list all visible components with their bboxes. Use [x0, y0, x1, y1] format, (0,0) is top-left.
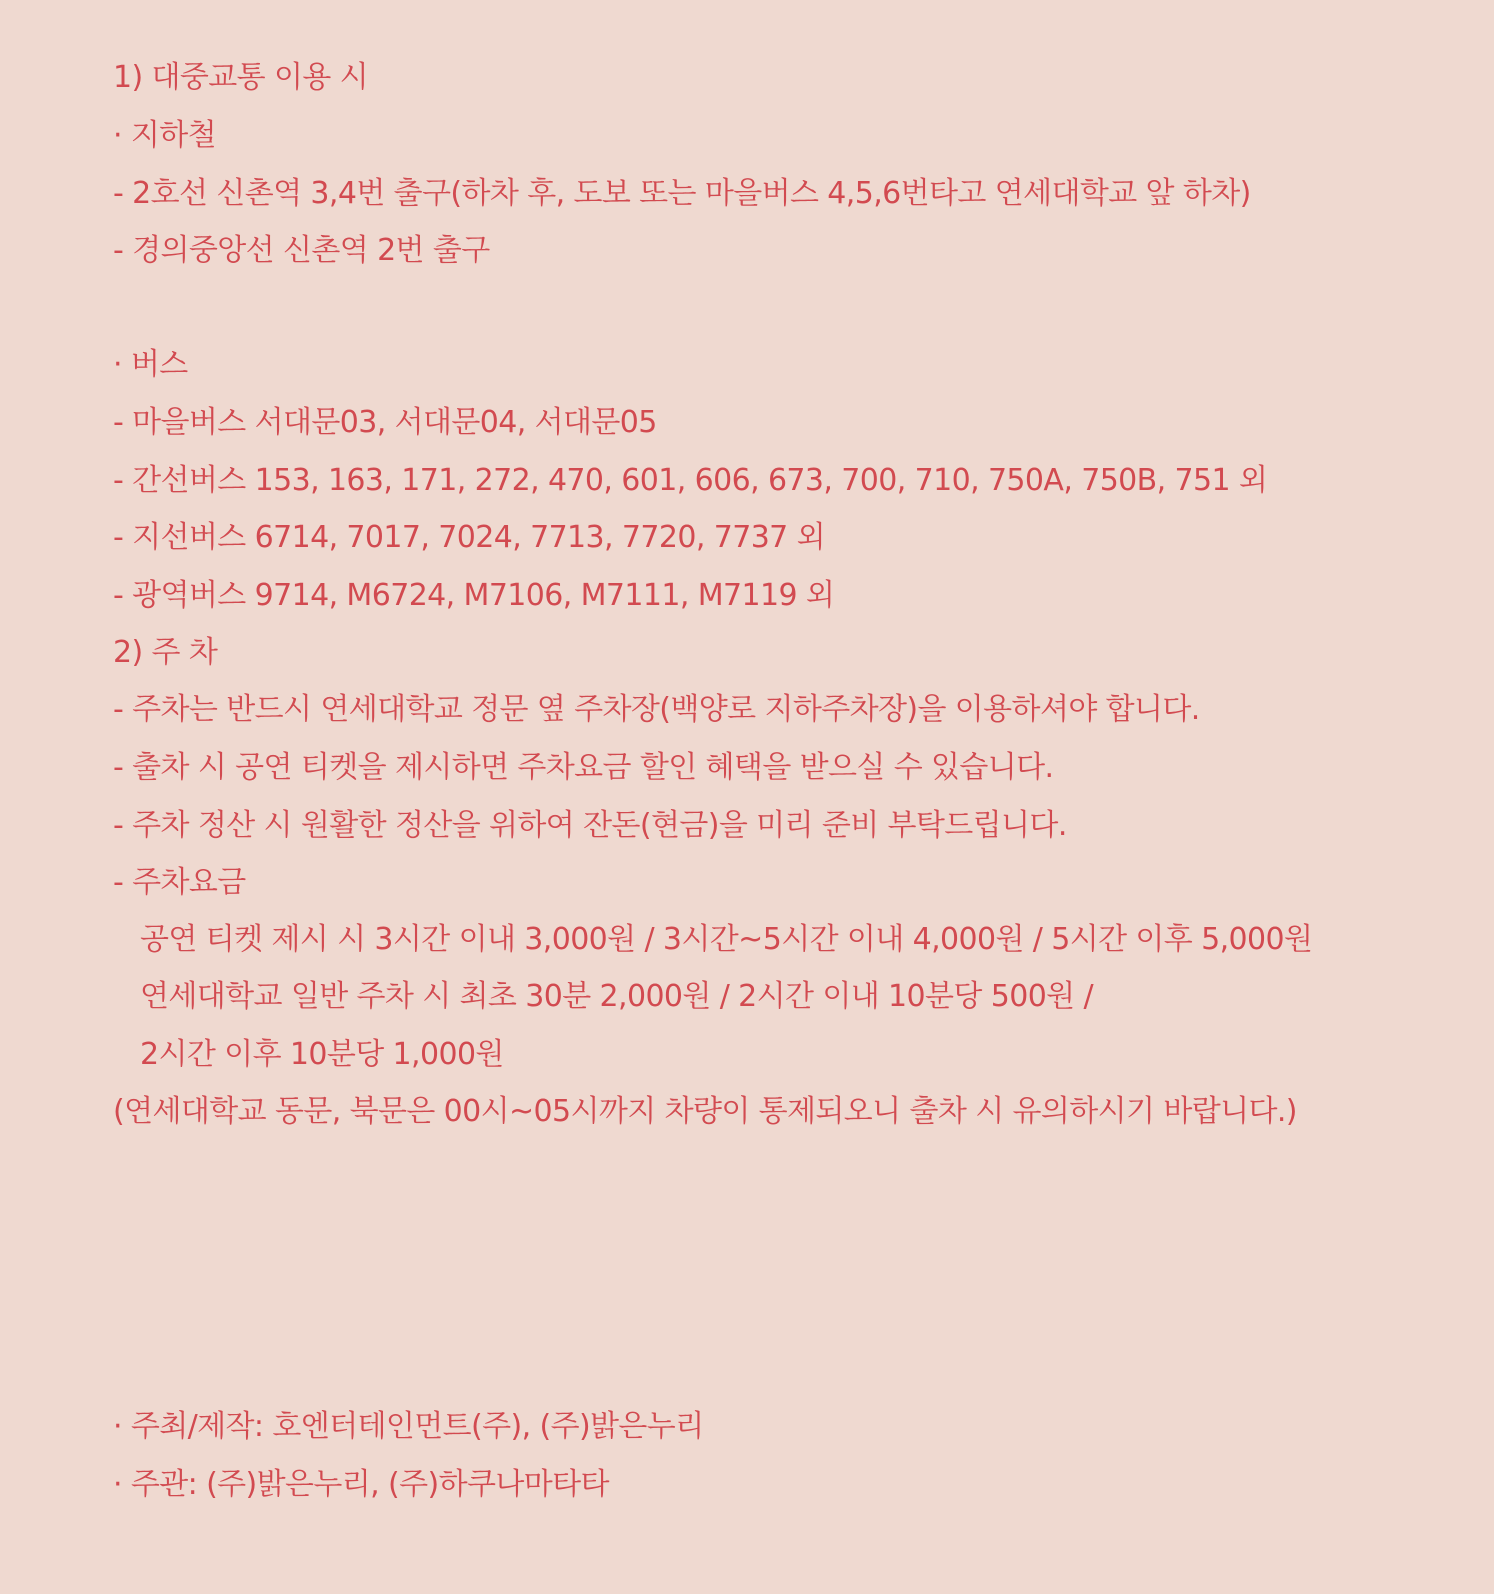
subway-gyeongui-info: - 경의중앙선 신촌역 2번 출구: [113, 233, 490, 268]
subway-line-2-info: - 2호선 신촌역 3,4번 출구(하차 후, 도보 또는 마을버스 4,5,6번타고 연세대학교 앞 하차): [113, 176, 1251, 211]
bus-trunk-info: - 간선버스 153, 163, 171, 272, 470, 601, 606, 673, 700, 710, 750A, 750B, 751 외: [113, 463, 1268, 498]
parking-fee-general-cont: 2시간 이후 10분당 1,000원: [140, 1037, 504, 1072]
credit-organizer: · 주관: (주)밝은누리, (주)하쿠나마타타: [113, 1467, 609, 1502]
section-heading-parking: 2) 주 차: [113, 635, 218, 670]
bus-branch-info: - 지선버스 6714, 7017, 7024, 7713, 7720, 7737 외: [113, 520, 825, 555]
gate-restriction-note: (연세대학교 동문, 북문은 00시~05시까지 차량이 통제되오니 출차 시 유의하시기 바랍니다.): [113, 1094, 1297, 1129]
bus-express-info: - 광역버스 9714, M6724, M7106, M7111, M7119 외: [113, 578, 835, 613]
subheading-subway: · 지하철: [113, 118, 217, 153]
parking-fee-general: 연세대학교 일반 주차 시 최초 30분 2,000원 / 2시간 이내 10분당 500원 /: [140, 979, 1094, 1014]
section-heading-public-transport: 1) 대중교통 이용 시: [113, 60, 369, 95]
parking-fee-ticket: 공연 티켓 제시 시 3시간 이내 3,000원 / 3시간~5시간 이내 4,000원 / 5시간 이후 5,000원: [140, 922, 1313, 957]
parking-fee-heading: - 주차요금: [113, 865, 246, 900]
parking-location-note: - 주차는 반드시 연세대학교 정문 옆 주차장(백양로 지하주차장)을 이용하셔야 합니다.: [113, 692, 1200, 727]
parking-cash-note: - 주차 정산 시 원활한 정산을 위하여 잔돈(현금)을 미리 준비 부탁드립니다.: [113, 808, 1067, 843]
subheading-bus: · 버스: [113, 347, 188, 382]
parking-discount-note: - 출차 시 공연 티켓을 제시하면 주차요금 할인 혜택을 받으실 수 있습니다.: [113, 750, 1054, 785]
credit-host-producer: · 주최/제작: 호엔터테인먼트(주), (주)밝은누리: [113, 1409, 704, 1444]
bus-village-info: - 마을버스 서대문03, 서대문04, 서대문05: [113, 405, 657, 440]
